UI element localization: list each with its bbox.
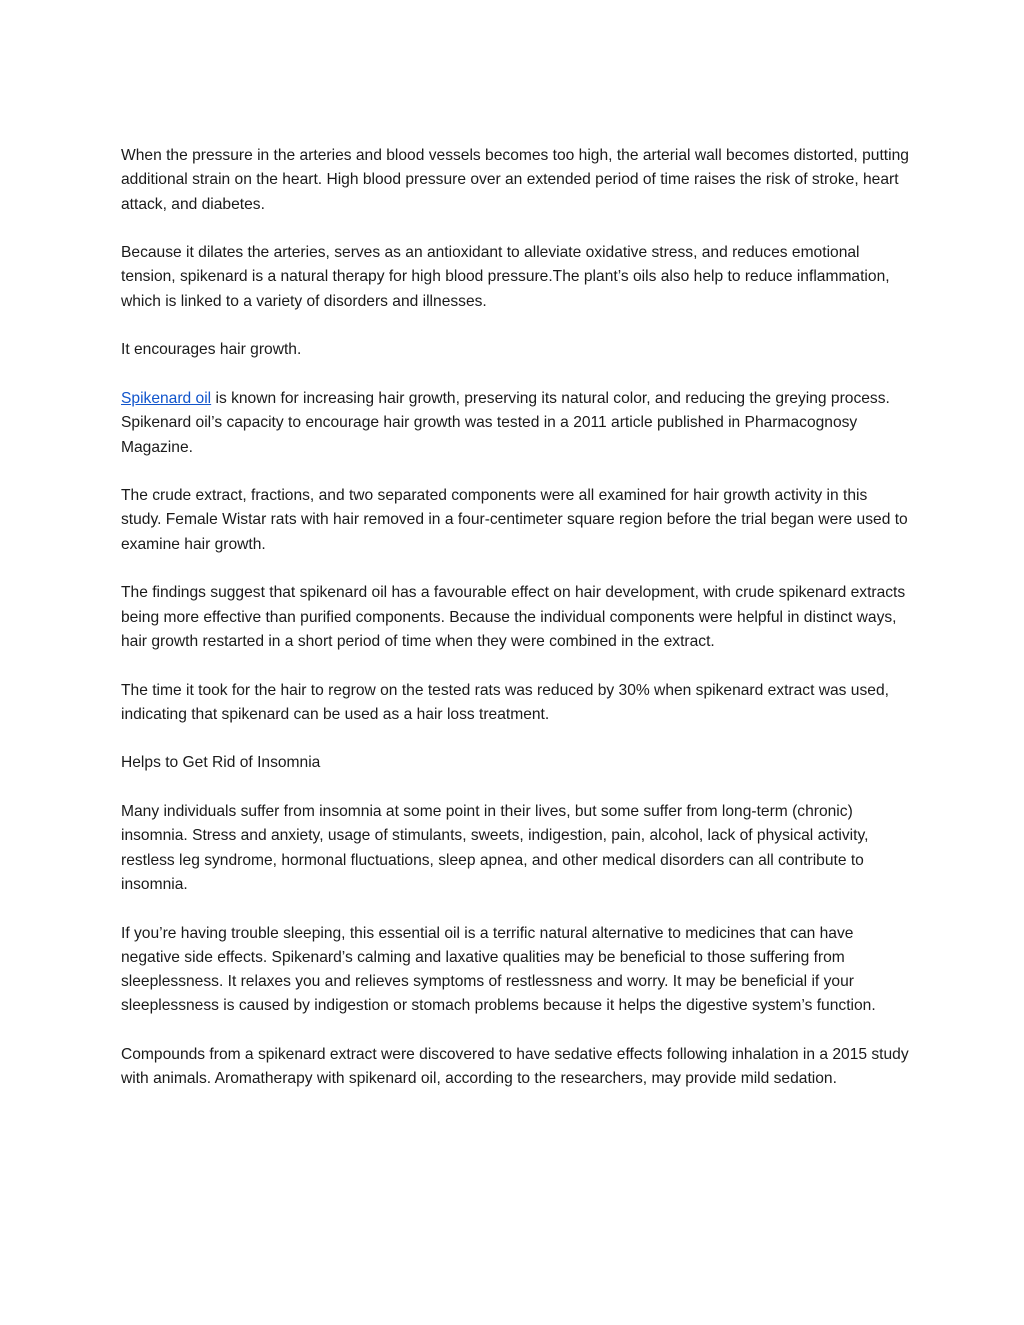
paragraph-regrowth-time: The time it took for the hair to regrow on the tested rats was reduced by 30% when spikenard extract was used, indicating that spikenard can be used as a hair loss treatment. xyxy=(121,681,889,723)
heading-hair-growth: It encourages hair growth. xyxy=(121,341,302,359)
document-page xyxy=(121,144,911,1116)
paragraph-study-findings: The findings suggest that spikenard oil has a favourable effect on hair development, with crude spikenard extracts being more effective than purified components. Because the individual components were helpful in distinct ways, hair growth restarted in a short period of time when they were combined in the extract. xyxy=(121,584,906,650)
paragraph-insomnia-causes: Many individuals suffer from insomnia at some point in their lives, but some suffer from long-term (chronic) insomnia. Stress and anxiety, usage of stimulants, sweets, indigestion, pain, alcohol, lack of physical activity, restless leg syndrome, hormonal fluctuations, sleep apnea, and other medical disorders can all contribute to insomnia. xyxy=(121,803,869,893)
paragraph-sleep-alternative: If you’re having trouble sleeping, this essential oil is a terrific natural alternative to medicines that can have negative side effects. Spikenard’s calming and laxative qualities may be beneficial to those suffering from sleeplessness. It relaxes you and relieves symptoms of restlessness and worry. It may be beneficial if your sleeplessness is caused by indigestion or stomach problems because it helps the digestive system’s function. xyxy=(121,924,876,1015)
paragraph-spikenard-oil-hair xyxy=(121,387,911,460)
paragraph-spikenard-blood-pressure: Because it dilates the arteries, serves as an antioxidant to alleviate oxidative stress, and reduces emotional tension, spikenard is a natural therapy for high blood pressure.The plant’s oils also help to reduce inflammation, which is linked to a variety of disorders and illnesses. xyxy=(121,244,890,310)
paragraph-spikenard-oil-hair-text: is known for increasing hair growth, preserving its natural color, and reducing the greying process. Spikenard oil’s capacity to encourage hair growth was tested in a 2011 article published in Pharmacognosy Magazine. xyxy=(121,389,890,456)
paragraph-sedative-study: Compounds from a spikenard extract were discovered to have sedative effects following inhalation in a 2015 study with animals. Aromatherapy with spikenard oil, according to the researchers, may provide mild sedation. xyxy=(121,1045,909,1088)
paragraph-study-method: The crude extract, fractions, and two separated components were all examined for hair growth activity in this study. Female Wistar rats with hair removed in a four-centimeter square region before the trial began were used to examine hair growth. xyxy=(121,487,908,553)
spikenard-oil-link[interactable]: Spikenard oil xyxy=(121,389,212,407)
heading-insomnia: Helps to Get Rid of Insomnia xyxy=(121,754,321,772)
paragraph-blood-pressure-effects: When the pressure in the arteries and blood vessels becomes too high, the arterial wall becomes distorted, putting additional strain on the heart. High blood pressure over an extended period of time raises the risk of stroke, heart attack, and diabetes. xyxy=(121,147,909,213)
